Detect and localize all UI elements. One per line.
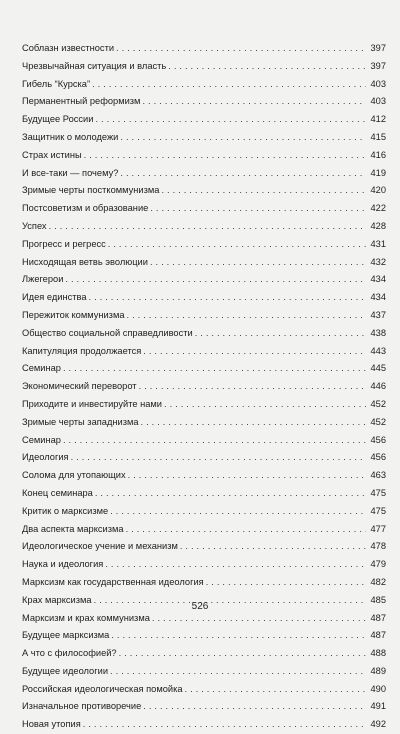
toc-entry-title: Зримые черты западнизма	[22, 416, 139, 427]
toc-entry-title: Постсоветизм и образование	[22, 203, 149, 214]
toc-entry-page: 488	[370, 648, 386, 659]
toc-entry-page: 403	[370, 78, 386, 89]
dot-leader	[108, 236, 366, 254]
toc-entry-title: Чрезвычайная ситуация и власть	[22, 60, 167, 71]
toc-entry-page: 479	[370, 559, 386, 570]
toc-entry	[22, 343, 386, 361]
toc-entry-page: 419	[370, 167, 386, 178]
toc-entry	[22, 325, 386, 343]
dot-leader	[110, 503, 366, 521]
toc-entry-page: 397	[370, 43, 386, 53]
toc-entry-page: 420	[370, 185, 386, 196]
dot-leader	[150, 200, 366, 218]
dot-leader	[119, 645, 366, 663]
toc-entry	[22, 645, 386, 663]
toc-entry-page: 456	[370, 434, 386, 445]
toc-entry-page: 452	[370, 416, 386, 427]
dot-leader	[49, 218, 366, 236]
toc-entry-page: 437	[370, 309, 386, 320]
dot-leader	[180, 538, 366, 556]
toc-entry-title: Экономический переворот	[22, 381, 137, 392]
toc-entry-title: Капитуляция продолжается	[22, 345, 142, 356]
toc-entry	[22, 627, 386, 645]
toc-entry-title: Семинар	[22, 434, 61, 445]
toc-entry	[22, 698, 386, 716]
dot-leader	[143, 343, 366, 361]
toc-entry	[22, 396, 386, 414]
toc-entry-title: Перманентный реформизм	[22, 96, 141, 107]
toc-entry-title: Защитник о молодежи	[22, 131, 119, 142]
toc-entry	[22, 147, 386, 165]
dot-leader	[95, 485, 366, 503]
toc-entry-page: 491	[370, 701, 386, 712]
toc-entry-page: 431	[370, 238, 386, 249]
toc-entry-title: Наука и идеология	[22, 559, 104, 570]
toc-entry-page: 403	[370, 96, 386, 107]
dot-leader	[164, 396, 366, 414]
toc-entry	[22, 58, 386, 76]
dot-leader	[116, 40, 366, 58]
toc-entry-page: 482	[370, 576, 386, 587]
dot-leader	[126, 521, 366, 539]
toc-entry-page: 478	[370, 541, 386, 552]
toc-entry	[22, 40, 386, 58]
toc-entry	[22, 93, 386, 111]
toc-entry-title: Соблазн известности	[22, 43, 115, 53]
toc-entry-page: 477	[370, 523, 386, 534]
toc-entry	[22, 307, 386, 325]
toc-entry-title: Идея единства	[22, 292, 87, 303]
dot-leader	[63, 360, 366, 378]
toc-entry-page: 412	[370, 114, 386, 125]
dot-leader	[161, 182, 366, 200]
toc-entry-page: 452	[370, 398, 386, 409]
dot-leader	[150, 254, 366, 272]
toc-entry-page: 445	[370, 363, 386, 374]
toc-entry	[22, 165, 386, 183]
dot-leader	[128, 467, 366, 485]
toc-entry-title: Два аспекта марксизма	[22, 523, 124, 534]
dot-leader	[84, 147, 366, 165]
toc-entry	[22, 378, 386, 396]
dot-leader	[120, 165, 366, 183]
toc-entry-title: Будущее России	[22, 114, 94, 125]
toc-entry-page: 415	[370, 131, 386, 142]
dot-leader	[63, 432, 366, 450]
dot-leader	[143, 698, 366, 716]
toc-entry-page: 428	[370, 220, 386, 231]
toc-entry	[22, 538, 386, 556]
dot-leader	[89, 289, 366, 307]
toc-entry	[22, 610, 386, 628]
toc-entry-title: Идеология	[22, 452, 69, 463]
toc-entry	[22, 432, 386, 450]
toc-entry-page: 485	[370, 594, 386, 605]
toc-entry-title: Зримые черты посткоммунизма	[22, 185, 160, 196]
toc-entry	[22, 289, 386, 307]
toc-entry-page: 397	[370, 60, 386, 71]
dot-leader	[152, 610, 366, 628]
toc-entry-page: 489	[370, 665, 386, 676]
toc-entry-page: 432	[370, 256, 386, 267]
toc-entry-title: Семинар	[22, 363, 61, 374]
toc-entry-page: 434	[370, 274, 386, 285]
toc-entry	[22, 574, 386, 592]
toc-entry	[22, 218, 386, 236]
toc-entry-title: А что с философией?	[22, 648, 117, 659]
toc-entry-page: 475	[370, 487, 386, 498]
toc-entry	[22, 485, 386, 503]
dot-leader	[141, 414, 366, 432]
toc-entry	[22, 360, 386, 378]
toc-entry-title: Идеологическое учение и механизм	[22, 541, 178, 552]
toc-entry	[22, 467, 386, 485]
toc-entry-title: Марксизм как государственная идеология	[22, 576, 204, 587]
toc-entry	[22, 716, 386, 734]
toc-entry	[22, 236, 386, 254]
toc-entry-page: 490	[370, 683, 386, 694]
table-of-contents	[22, 40, 386, 734]
toc-entry-title: Успех	[22, 220, 47, 231]
toc-entry-title: Критик о марксизме	[22, 505, 109, 516]
toc-entry-title: Новая утопия	[22, 719, 81, 730]
toc-entry	[22, 556, 386, 574]
toc-entry	[22, 182, 386, 200]
toc-entry-title: Будущее идеологии	[22, 665, 109, 676]
toc-entry-title: Изначальное противоречие	[22, 701, 142, 712]
toc-entry	[22, 521, 386, 539]
toc-entry	[22, 129, 386, 147]
toc-entry-title: Будущее марксизма	[22, 630, 110, 641]
toc-entry-title: Гибель “Курска”	[22, 78, 91, 89]
toc-entry-page: 487	[370, 612, 386, 623]
toc-entry-page: 422	[370, 203, 386, 214]
toc-entry-page: 443	[370, 345, 386, 356]
toc-entry-page: 492	[370, 719, 386, 730]
dot-leader	[92, 76, 366, 94]
toc-entry-title: Прогресс и регресс	[22, 238, 106, 249]
toc-entry-title: Марксизм и крах коммунизма	[22, 612, 150, 623]
toc-entry	[22, 414, 386, 432]
toc-entry-page: 416	[370, 149, 386, 160]
toc-entry-page: 475	[370, 505, 386, 516]
toc-entry	[22, 681, 386, 699]
dot-leader	[65, 271, 366, 289]
toc-entry-page: 438	[370, 327, 386, 338]
toc-entry	[22, 254, 386, 272]
dot-leader	[95, 111, 366, 129]
toc-entry-title: Общество социальной справедливости	[22, 327, 193, 338]
toc-entry	[22, 76, 386, 94]
toc-entry-title: Пережиток коммунизма	[22, 309, 125, 320]
dot-leader	[142, 93, 366, 111]
toc-entry-title: Крах марксизма	[22, 594, 92, 605]
toc-entry-title: И все-таки — почему?	[22, 167, 119, 178]
dot-leader	[127, 307, 366, 325]
dot-leader	[120, 129, 366, 147]
toc-entry-page: 456	[370, 452, 386, 463]
dot-leader	[195, 325, 366, 343]
toc-entry-title: Приходите и инвестируйте нами	[22, 398, 162, 409]
toc-entry-title: Российская идеологическая помойка	[22, 683, 183, 694]
toc-entry	[22, 111, 386, 129]
dot-leader	[185, 681, 366, 699]
toc-entry-title: Страх истины	[22, 149, 82, 160]
toc-entry-title: Лжегерои	[22, 274, 64, 285]
toc-entry-page: 446	[370, 381, 386, 392]
toc-entry	[22, 200, 386, 218]
dot-leader	[71, 449, 366, 467]
toc-entry-page: 463	[370, 470, 386, 481]
dot-leader	[206, 574, 366, 592]
toc-entry	[22, 503, 386, 521]
dot-leader	[168, 58, 366, 76]
toc-entry	[22, 449, 386, 467]
toc-entry	[22, 663, 386, 681]
toc-entry-page: 487	[370, 630, 386, 641]
dot-leader	[111, 627, 366, 645]
dot-leader	[139, 378, 366, 396]
toc-entry-title: Нисходящая ветвь эволюции	[22, 256, 148, 267]
dot-leader	[105, 556, 366, 574]
toc-entry-page: 434	[370, 292, 386, 303]
toc-entry-title: Солома для утопающих	[22, 470, 126, 481]
dot-leader	[83, 716, 366, 734]
dot-leader	[110, 663, 366, 681]
toc-entry-title: Конец семинара	[22, 487, 93, 498]
page-number: 526	[191, 601, 209, 612]
toc-entry	[22, 271, 386, 289]
